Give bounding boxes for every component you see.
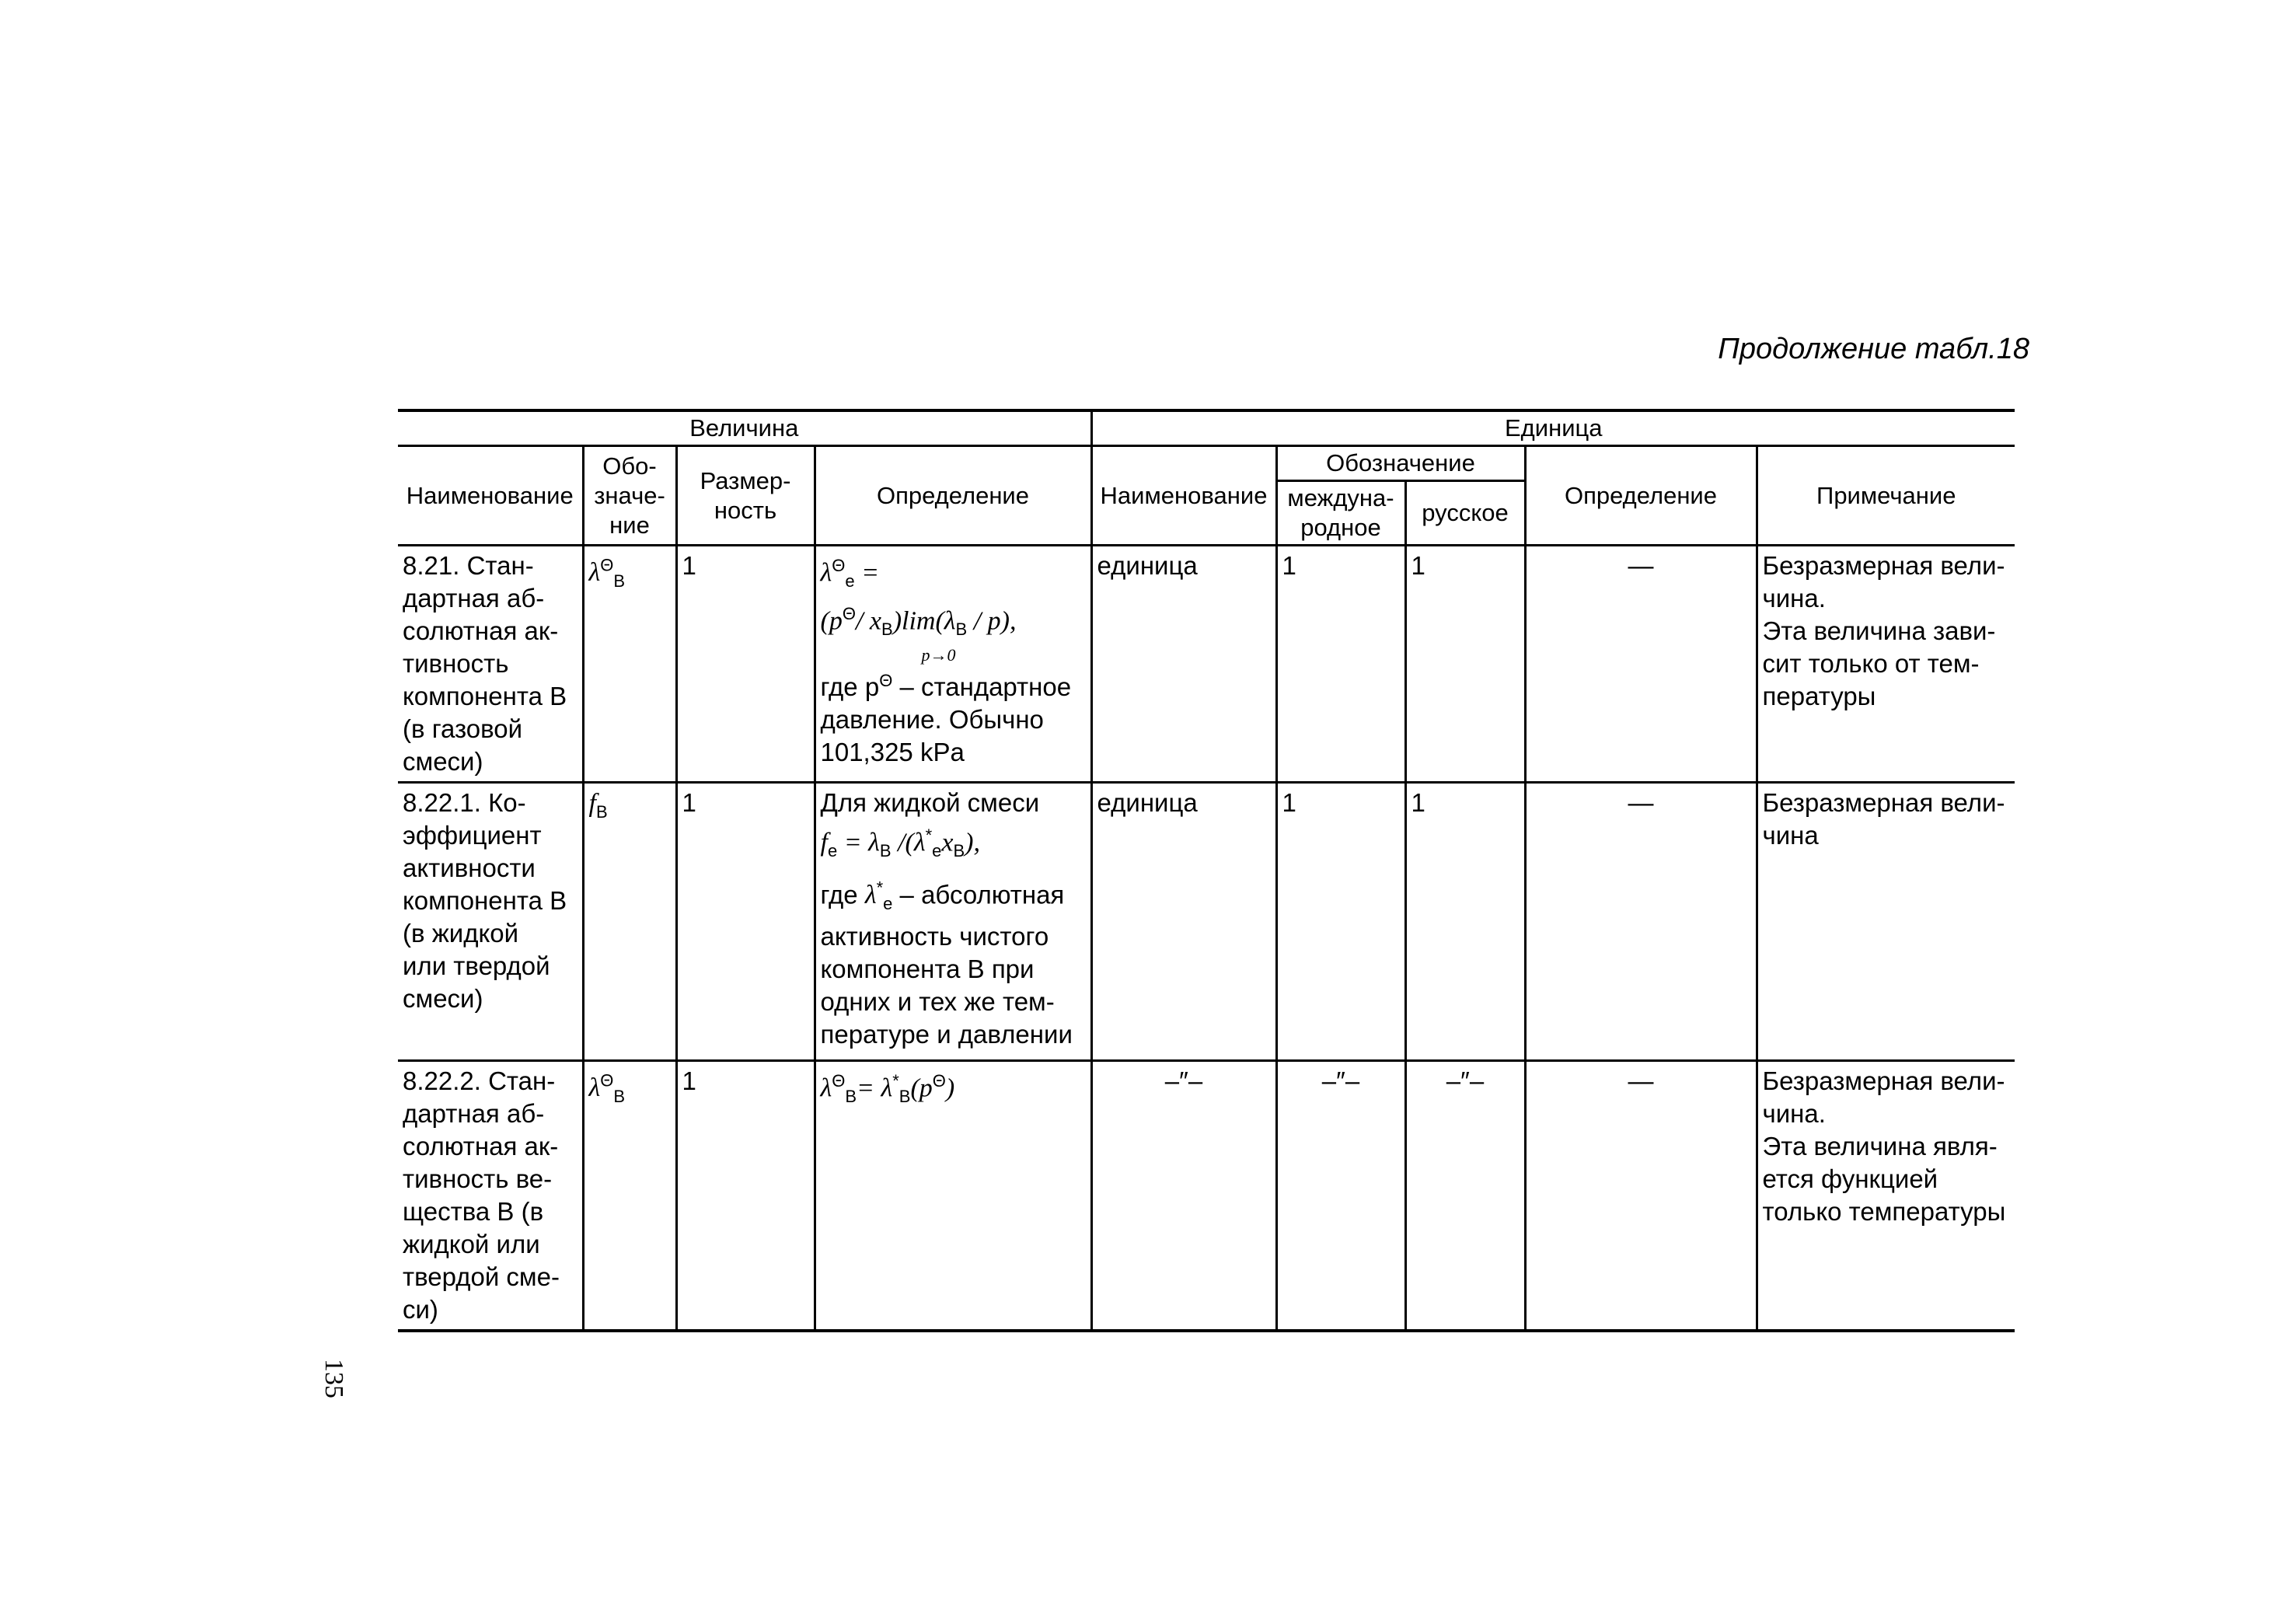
unit-definition: — [1525,783,1757,1061]
unit-russian: 1 [1405,546,1525,783]
header-unit-definition: Определение [1525,446,1757,546]
page-number: 135 [319,1359,348,1398]
header-unit: Единица [1091,410,2015,446]
quantity-definition: $\lambda^\Theta_e$ = ($p^\Theta/$ $x_B)\lim(\lambda_B / p)$, p→0 где $p^\Theta$ – стандартное давление. Обычно 101,325 kPa [815,546,1091,783]
quantity-dimension: 1 [676,1061,815,1332]
quantity-definition: Для жидкой смеси $f_e = \lambda_B$ $/(\lambda^*_ex_B)$, где $\lambda^*_e$ – абсолютная активность чистого компонента B при одних и тех же тем- пературе и давлении [815,783,1091,1061]
header-quantity: Величина [398,410,1091,446]
unit-definition: — [1525,1061,1757,1332]
quantities-table [398,409,2015,1324]
header-unit-symbol: Обозначение [1276,446,1525,481]
table-row [398,546,2015,783]
unit-name: –″– [1091,1061,1276,1332]
quantity-dimension: 1 [676,783,815,1061]
header-symbol: Обо- значе- ние [583,446,676,546]
header-dimension: Размер- ность [676,446,815,546]
quantity-symbol: $\lambda^\Theta_B$ [583,546,676,783]
quantity-name: 8.21. Стан- дартная аб- солютная ак- тивность компонента B (в газовой смеси) [398,546,583,783]
header-definition: Определение [815,446,1091,546]
table-row [398,1061,2015,1332]
header-name: Наименование [398,446,583,546]
table-caption: Продолжение табл.18 [1718,333,2029,365]
quantity-definition: $\lambda^\Theta_B= \lambda^*_B(p^\Theta)$ [815,1061,1091,1332]
unit-name: единица [1091,783,1276,1061]
unit-russian: –″– [1405,1061,1525,1332]
unit-international: 1 [1276,546,1405,783]
header-unit-name: Наименование [1091,446,1276,546]
quantity-symbol: $\lambda^\Theta_B$ [583,1061,676,1332]
unit-russian: 1 [1405,783,1525,1061]
quantity-symbol: $f_B$ [583,783,676,1061]
unit-international: –″– [1276,1061,1405,1332]
quantity-name: 8.22.2. Стан- дартная аб- солютная ак- тивность ве- щества B (в жидкой или твердой сме- си) [398,1061,583,1332]
header-russian: русское [1405,481,1525,546]
unit-definition: — [1525,546,1757,783]
quantity-dimension: 1 [676,546,815,783]
table-row [398,783,2015,1061]
note: Безразмерная вели- чина. Эта величина зави- сит только от тем- пературы [1757,546,2015,783]
unit-international: 1 [1276,783,1405,1061]
note: Безразмерная вели- чина. Эта величина явля- ется функцией только температуры [1757,1061,2015,1332]
note: Безразмерная вели- чина [1757,783,2015,1061]
header-note: Примечание [1757,446,2015,546]
quantity-name: 8.22.1. Ко- эффициент активности компонента B (в жидкой или твердой смеси) [398,783,583,1061]
unit-name: единица [1091,546,1276,783]
header-international: междуна- родное [1276,481,1405,546]
